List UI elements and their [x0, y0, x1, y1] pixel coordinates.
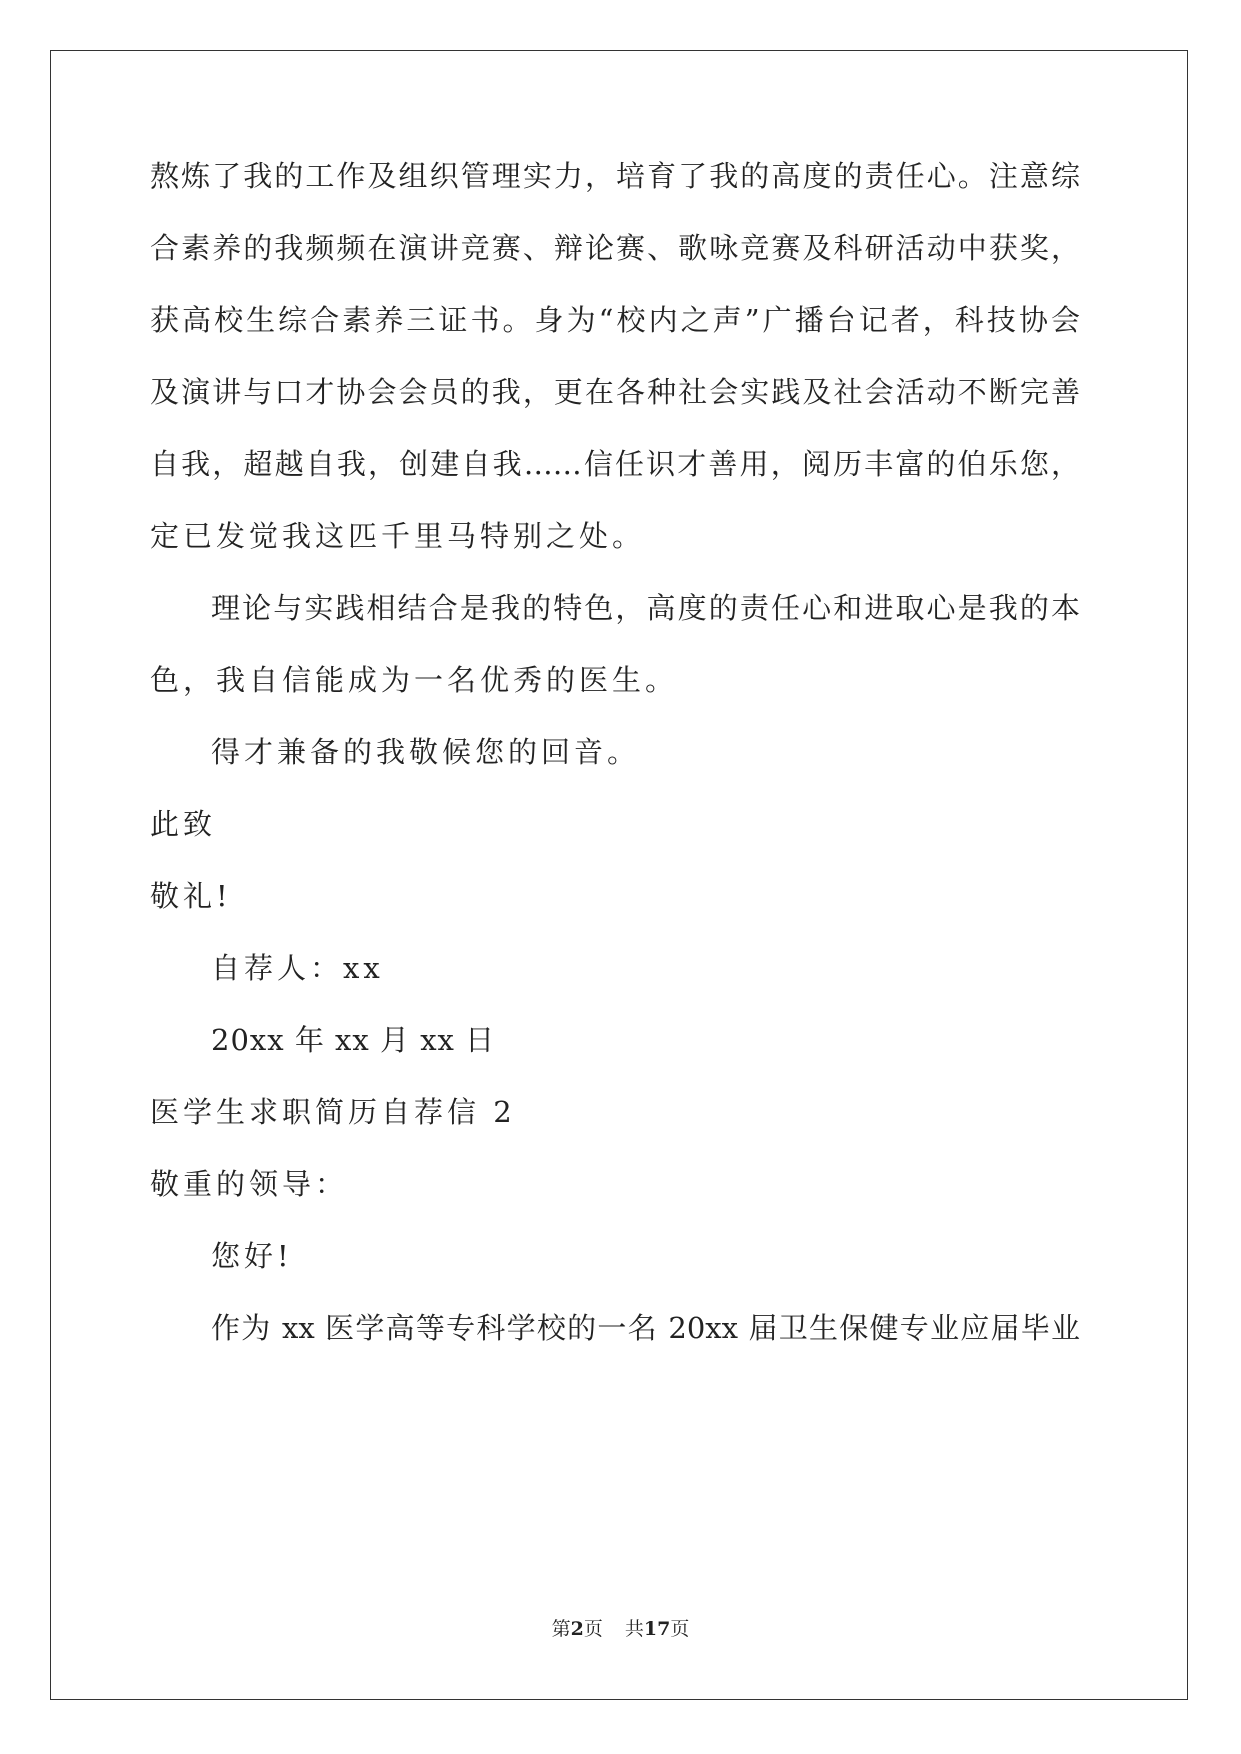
salutation-jingli: 敬礼!	[150, 879, 232, 913]
footer-total-prefix: 共	[624, 1618, 644, 1640]
signature-name: 自荐人：xx	[211, 951, 384, 985]
body-line-2: 合素养的我频频在演讲竞赛、辩论赛、歌咏竞赛及科研活动中获奖，	[150, 231, 1080, 265]
footer-page-current: 2	[570, 1618, 584, 1640]
body-line-4: 及演讲与口才协会会员的我，更在各种社会实践及社会活动不断完善	[150, 375, 1080, 409]
paragraph-line-2: 色，我自信能成为一名优秀的医生。	[150, 663, 679, 697]
paragraph-line-1: 理论与实践相结合是我的特色，高度的责任心和进取心是我的本	[211, 591, 1080, 625]
closing-paragraph: 得才兼备的我敬候您的回音。	[211, 735, 641, 769]
footer-total-suffix: 页	[670, 1618, 690, 1640]
body-line-1: 熬炼了我的工作及组织管理实力，培育了我的高度的责任心。注意综	[150, 159, 1080, 193]
body-line-3: 获高校生综合素养三证书。身为“校内之声”广播台记者，科技协会	[150, 303, 1080, 337]
page-border	[50, 50, 1188, 1700]
body-line-6: 定已发觉我这匹千里马特别之处。	[150, 519, 646, 553]
footer-page-suffix: 页	[583, 1618, 603, 1640]
letter-body-line-1: 作为 xx 医学高等专科学校的一名 20xx 届卫生保健专业应届毕业	[211, 1311, 1080, 1345]
letter-hello: 您好!	[211, 1239, 293, 1273]
section-title: 医学生求职简历自荐信 2	[150, 1095, 516, 1129]
page-footer	[0, 1617, 1241, 1641]
salutation-cizhi: 此致	[150, 807, 217, 841]
footer-page-total: 17	[643, 1618, 671, 1640]
signature-date: 20xx 年 xx 月 xx 日	[211, 1023, 496, 1057]
body-line-5: 自我，超越自我，创建自我……信任识才善用，阅历丰富的伯乐您，	[150, 447, 1080, 481]
letter-greeting: 敬重的领导：	[150, 1167, 349, 1201]
footer-page-prefix: 第	[551, 1618, 571, 1640]
